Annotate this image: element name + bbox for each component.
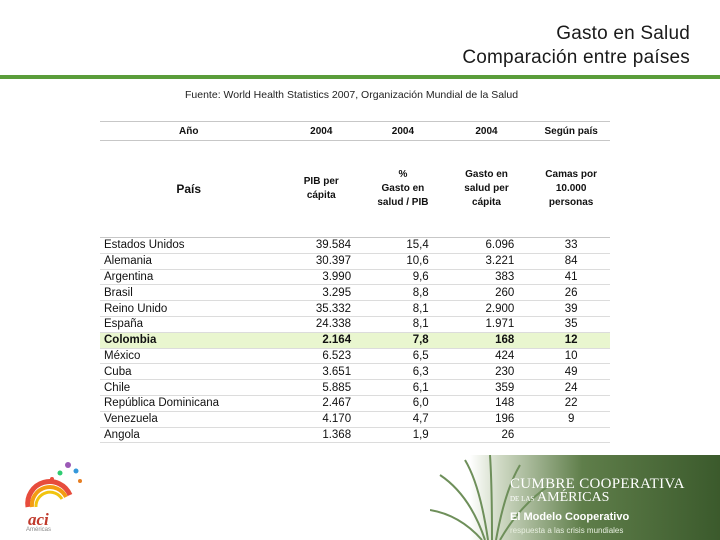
health-spending-table xyxy=(100,121,610,443)
country-cell: Angola xyxy=(100,427,277,443)
column-header-row xyxy=(100,141,610,238)
table-body xyxy=(100,238,610,443)
title-line-2: Comparación entre países xyxy=(462,47,690,68)
beds-cell: 49 xyxy=(532,364,610,380)
beds-cell xyxy=(532,427,610,443)
health-per-capita-cell: 424 xyxy=(441,348,533,364)
gdp-cell: 4.170 xyxy=(277,411,365,427)
year-col-2: 2004 xyxy=(365,122,441,141)
gdp-cell: 3.651 xyxy=(277,364,365,380)
gdp-cell: 2.164 xyxy=(277,332,365,348)
table-row xyxy=(100,395,610,411)
slide-title xyxy=(462,22,690,70)
country-cell: Chile xyxy=(100,380,277,396)
health-per-capita-cell: 196 xyxy=(441,411,533,427)
health-per-capita-cell: 359 xyxy=(441,380,533,396)
country-cell: Colombia xyxy=(100,332,277,348)
gdp-cell: 2.467 xyxy=(277,395,365,411)
health-per-capita-cell: 3.221 xyxy=(441,253,533,269)
country-cell: Alemania xyxy=(100,253,277,269)
year-col-3: 2004 xyxy=(441,122,533,141)
health-per-capita-cell: 168 xyxy=(441,332,533,348)
beds-cell: 9 xyxy=(532,411,610,427)
health-pct-cell: 10,6 xyxy=(365,253,441,269)
health-per-capita-cell: 383 xyxy=(441,269,533,285)
year-col-4: Según país xyxy=(532,122,610,141)
gdp-cell: 30.397 xyxy=(277,253,365,269)
health-per-capita-cell: 2.900 xyxy=(441,301,533,317)
beds-cell: 33 xyxy=(532,238,610,254)
country-cell: Argentina xyxy=(100,269,277,285)
table-row xyxy=(100,411,610,427)
table-row xyxy=(100,332,610,348)
header-health-pct: % Gasto en salud / PIB xyxy=(365,141,441,238)
table-row xyxy=(100,316,610,332)
gdp-cell: 39.584 xyxy=(277,238,365,254)
health-pct-cell: 1,9 xyxy=(365,427,441,443)
header-health-per-capita: Gasto en salud per cápita xyxy=(441,141,533,238)
event-line-1: CUMBRE COOPERATIVA xyxy=(510,476,685,492)
health-per-capita-cell: 148 xyxy=(441,395,533,411)
health-pct-cell: 6,3 xyxy=(365,364,441,380)
table-row xyxy=(100,253,610,269)
table-row xyxy=(100,285,610,301)
gdp-cell: 5.885 xyxy=(277,380,365,396)
event-line-3: El Modelo Cooperativo xyxy=(510,511,630,523)
year-col-1: 2004 xyxy=(277,122,365,141)
beds-cell: 84 xyxy=(532,253,610,269)
health-per-capita-cell: 230 xyxy=(441,364,533,380)
health-per-capita-cell: 260 xyxy=(441,285,533,301)
country-cell: Estados Unidos xyxy=(100,238,277,254)
country-cell: Reino Unido xyxy=(100,301,277,317)
health-pct-cell: 6,0 xyxy=(365,395,441,411)
source-note: Fuente: World Health Statistics 2007, Organización Mundial de la Salud xyxy=(185,89,519,101)
country-cell: Cuba xyxy=(100,364,277,380)
header-country: País xyxy=(100,141,277,238)
health-per-capita-cell: 1.971 xyxy=(441,316,533,332)
health-pct-cell: 15,4 xyxy=(365,238,441,254)
gdp-cell: 24.338 xyxy=(277,316,365,332)
event-line-4: respuesta a las crisis mundiales xyxy=(510,526,624,535)
header-gdp: PIB per cápita xyxy=(277,141,365,238)
health-pct-cell: 6,5 xyxy=(365,348,441,364)
country-cell: México xyxy=(100,348,277,364)
country-cell: España xyxy=(100,316,277,332)
year-header-row xyxy=(100,122,610,141)
health-pct-cell: 8,1 xyxy=(365,301,441,317)
aci-logo-icon xyxy=(20,455,90,515)
footer-banner xyxy=(0,455,720,540)
title-line-1: Gasto en Salud xyxy=(556,23,690,44)
beds-cell: 24 xyxy=(532,380,610,396)
health-pct-cell: 6,1 xyxy=(365,380,441,396)
beds-cell: 12 xyxy=(532,332,610,348)
health-pct-cell: 4,7 xyxy=(365,411,441,427)
health-per-capita-cell: 26 xyxy=(441,427,533,443)
table-row xyxy=(100,301,610,317)
beds-cell: 39 xyxy=(532,301,610,317)
header-beds: Camas por 10.000 personas xyxy=(532,141,610,238)
aci-logo-text: aci xyxy=(28,510,49,529)
country-cell: Venezuela xyxy=(100,411,277,427)
gdp-cell: 35.332 xyxy=(277,301,365,317)
beds-cell: 41 xyxy=(532,269,610,285)
health-pct-cell: 9,6 xyxy=(365,269,441,285)
health-pct-cell: 7,8 xyxy=(365,332,441,348)
table-row xyxy=(100,380,610,396)
gdp-cell: 6.523 xyxy=(277,348,365,364)
beds-cell: 26 xyxy=(532,285,610,301)
beds-cell: 10 xyxy=(532,348,610,364)
event-line-2: DE LAS AMÉRICAS xyxy=(510,490,610,505)
beds-cell: 35 xyxy=(532,316,610,332)
gdp-cell: 3.295 xyxy=(277,285,365,301)
event-branding xyxy=(510,477,685,538)
country-cell: República Dominicana xyxy=(100,395,277,411)
year-label: Año xyxy=(100,122,277,141)
health-per-capita-cell: 6.096 xyxy=(441,238,533,254)
table-row xyxy=(100,427,610,443)
gdp-cell: 3.990 xyxy=(277,269,365,285)
beds-cell: 22 xyxy=(532,395,610,411)
table-row xyxy=(100,238,610,254)
health-pct-cell: 8,8 xyxy=(365,285,441,301)
table-row xyxy=(100,364,610,380)
gdp-cell: 1.368 xyxy=(277,427,365,443)
aci-logo-sub: Américas xyxy=(26,527,52,533)
table-row xyxy=(100,348,610,364)
health-pct-cell: 8,1 xyxy=(365,316,441,332)
green-rule xyxy=(0,75,720,79)
table-row xyxy=(100,269,610,285)
country-cell: Brasil xyxy=(100,285,277,301)
